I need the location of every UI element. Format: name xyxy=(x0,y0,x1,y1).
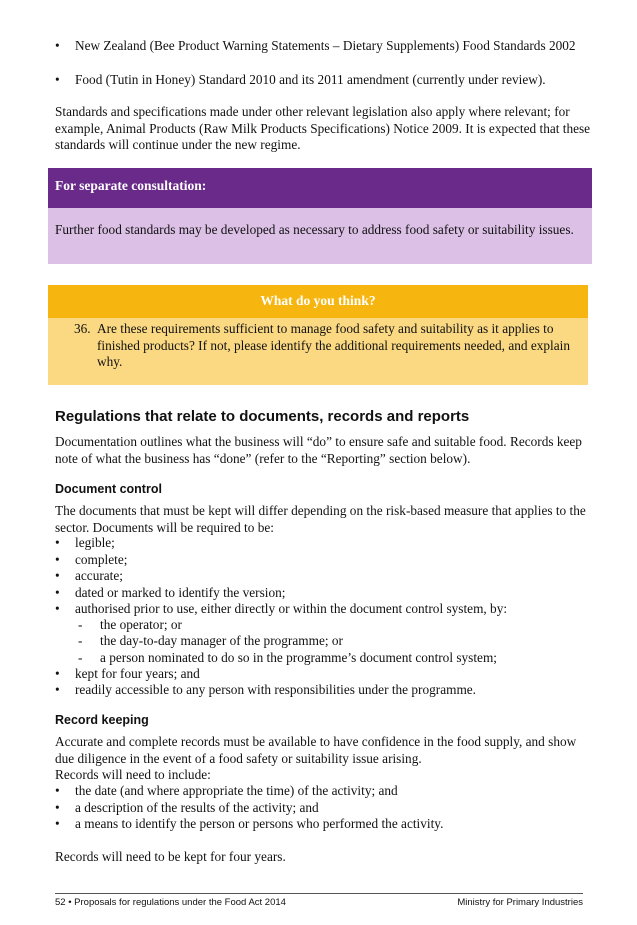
bullet-marker: • xyxy=(55,666,60,681)
subsection-heading: Record keeping xyxy=(55,713,149,727)
list-item: authorised prior to use, either directly or within the document control system, by: xyxy=(75,601,508,616)
question-number: 36. xyxy=(74,321,91,336)
question-box-body xyxy=(48,318,588,385)
bullet-marker: • xyxy=(55,535,60,550)
footer-left: 52 • Proposals for regulations under the Food Act 2014 xyxy=(55,897,286,908)
paragraph: Records will need to include: xyxy=(55,767,211,782)
section-heading: Regulations that relate to documents, records and reports xyxy=(55,408,470,425)
list-item: complete; xyxy=(75,552,128,567)
consultation-text: Further food standards may be developed as necessary to address food safety or suitability issues. xyxy=(55,222,574,237)
bullet-marker: • xyxy=(55,682,60,697)
list-item: dated or marked to identify the version; xyxy=(75,585,286,600)
sub-list-item: the day-to-day manager of the programme; or xyxy=(100,633,343,648)
paragraph: Standards and specifications made under other relevant legislation also apply where relevant; for example, Animal Products (Raw Milk Products Specifications) Notice 2009. It is expected that these standards will continue under the new regime. xyxy=(55,104,591,152)
list-item: the date (and where appropriate the time) of the activity; and xyxy=(75,783,398,798)
paragraph: Documentation outlines what the business will “do” to ensure safe and suitable food. Records keep note of what the business has “done” (refer to the “Reporting” section below). xyxy=(55,434,582,466)
list-item: New Zealand (Bee Product Warning Statements – Dietary Supplements) Food Standards 2002 xyxy=(75,38,576,53)
paragraph: Records will need to be kept for four years. xyxy=(55,849,286,864)
bullet-marker: • xyxy=(55,72,60,87)
list-item: readily accessible to any person with responsibilities under the programme. xyxy=(75,682,477,697)
paragraph: The documents that must be kept will differ depending on the risk-based measure that applies to the sector. Documents will be required to be: xyxy=(55,503,586,535)
dash-marker: - xyxy=(78,633,83,648)
dash-marker: - xyxy=(78,617,83,632)
bullet-marker: • xyxy=(55,601,60,616)
bullet-marker: • xyxy=(55,800,60,815)
list-item: a means to identify the person or persons who performed the activity. xyxy=(75,816,444,831)
consultation-heading: For separate consultation: xyxy=(55,178,207,193)
question-text: Are these requirements sufficient to manage food safety and suitability as it applies to finished products? If not, please identify the additional requirements needed, and explain why. xyxy=(97,321,570,369)
question-box-heading: What do you think? xyxy=(260,293,376,308)
bullet-marker: • xyxy=(55,568,60,583)
bullet-marker: • xyxy=(55,585,60,600)
footer-divider xyxy=(55,893,583,894)
sub-list-item: the operator; or xyxy=(100,617,182,632)
sub-list-item: a person nominated to do so in the programme’s document control system; xyxy=(100,650,497,665)
subsection-heading: Document control xyxy=(55,482,162,496)
list-item: a description of the results of the activity; and xyxy=(75,800,319,815)
list-item: kept for four years; and xyxy=(75,666,200,681)
question-box-header xyxy=(48,285,588,318)
dash-marker: - xyxy=(78,650,83,665)
footer-right: Ministry for Primary Industries xyxy=(457,897,583,908)
list-item: Food (Tutin in Honey) Standard 2010 and its 2011 amendment (currently under review). xyxy=(75,72,546,87)
bullet-marker: • xyxy=(55,816,60,831)
bullet-marker: • xyxy=(55,783,60,798)
consultation-box-body xyxy=(48,208,592,264)
bullet-marker: • xyxy=(55,552,60,567)
consultation-box-header xyxy=(48,168,592,208)
bullet-marker: • xyxy=(55,38,60,53)
list-item: accurate; xyxy=(75,568,123,583)
paragraph: Accurate and complete records must be available to have confidence in the food supply, and show due diligence in the event of a food safety or suitability issue arising. xyxy=(55,734,577,766)
list-item: legible; xyxy=(75,535,115,550)
